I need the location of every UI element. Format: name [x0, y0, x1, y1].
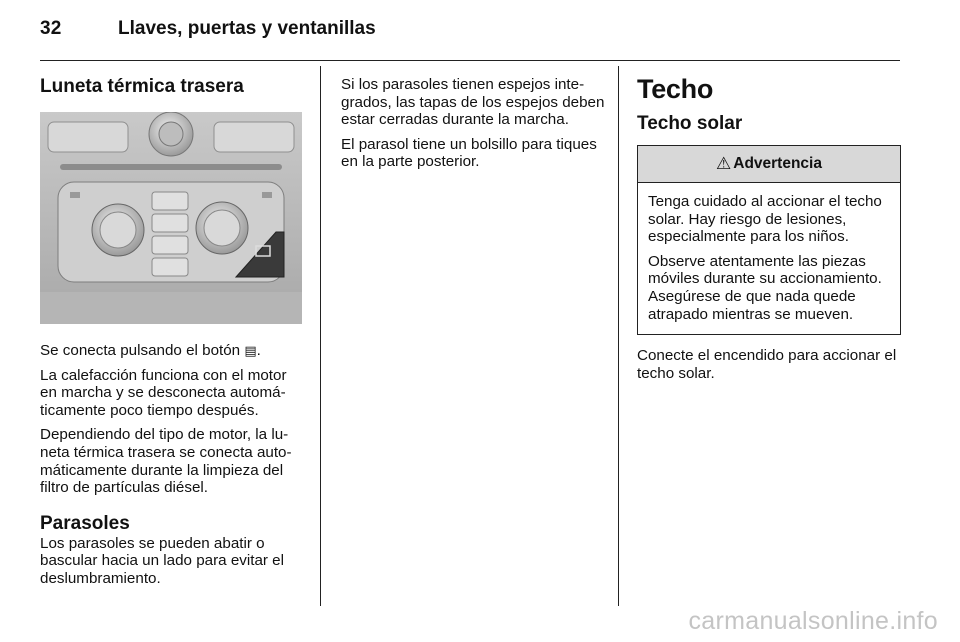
paragraph: Si los parasoles tienen espejos integrados, las tapas de los espejos deben estar cerradas durante la marcha. [341, 76, 605, 129]
paragraph: Los parasoles se pueden abatir o bascular hacia un lado para evitar el deslumbramiento. [40, 534, 284, 587]
warning-triangle-icon: ⚠ [716, 154, 732, 173]
warning-title: Advertencia [733, 155, 822, 172]
warning-header [638, 146, 900, 183]
chapter-heading: Techo [637, 74, 714, 104]
section-title: Techo solar [637, 113, 743, 134]
column-2 [341, 66, 605, 178]
page-number: 32 [40, 18, 62, 39]
paragraph: Dependiendo del tipo de motor, la luneta térmica trasera se conecta automáticamente durante la limpieza del filtro de partículas diésel. [40, 426, 292, 497]
chapter-title: Llaves, puertas y ventanillas [118, 18, 376, 39]
rear-window-defrost-icon: ▤ [244, 343, 257, 358]
section-title: Luneta térmica trasera [40, 76, 244, 97]
paragraph: El parasol tiene un bolsillo para tiques en la parte posterior. [341, 135, 597, 171]
column-divider [320, 66, 321, 606]
climate-control-photo [40, 112, 302, 324]
watermark: carmanualsonline.info [688, 607, 938, 635]
column-divider [618, 66, 619, 606]
paragraph: Se conecta pulsando el botón ▤. [40, 342, 261, 359]
paragraph: Conecte el encendido para accionar el techo solar. [637, 347, 897, 382]
section-title: Parasoles [40, 512, 130, 534]
column-3 [637, 66, 903, 389]
paragraph: La calefacción funciona con el motor en marcha y se desconecta automáticamente poco tiempo después. [40, 366, 287, 419]
paragraph: Observe atentamente las piezas móviles durante su accionamiento. Asegúrese de que nada quede atrapado mientras se mueven. [648, 252, 882, 323]
paragraph: Tenga cuidado al accionar el techo solar. Hay riesgo de lesiones, especialmente para los niños. [648, 193, 882, 246]
column-1 [40, 66, 306, 595]
warning-body [638, 183, 900, 334]
page-header [40, 14, 900, 61]
warning-box [637, 145, 901, 335]
